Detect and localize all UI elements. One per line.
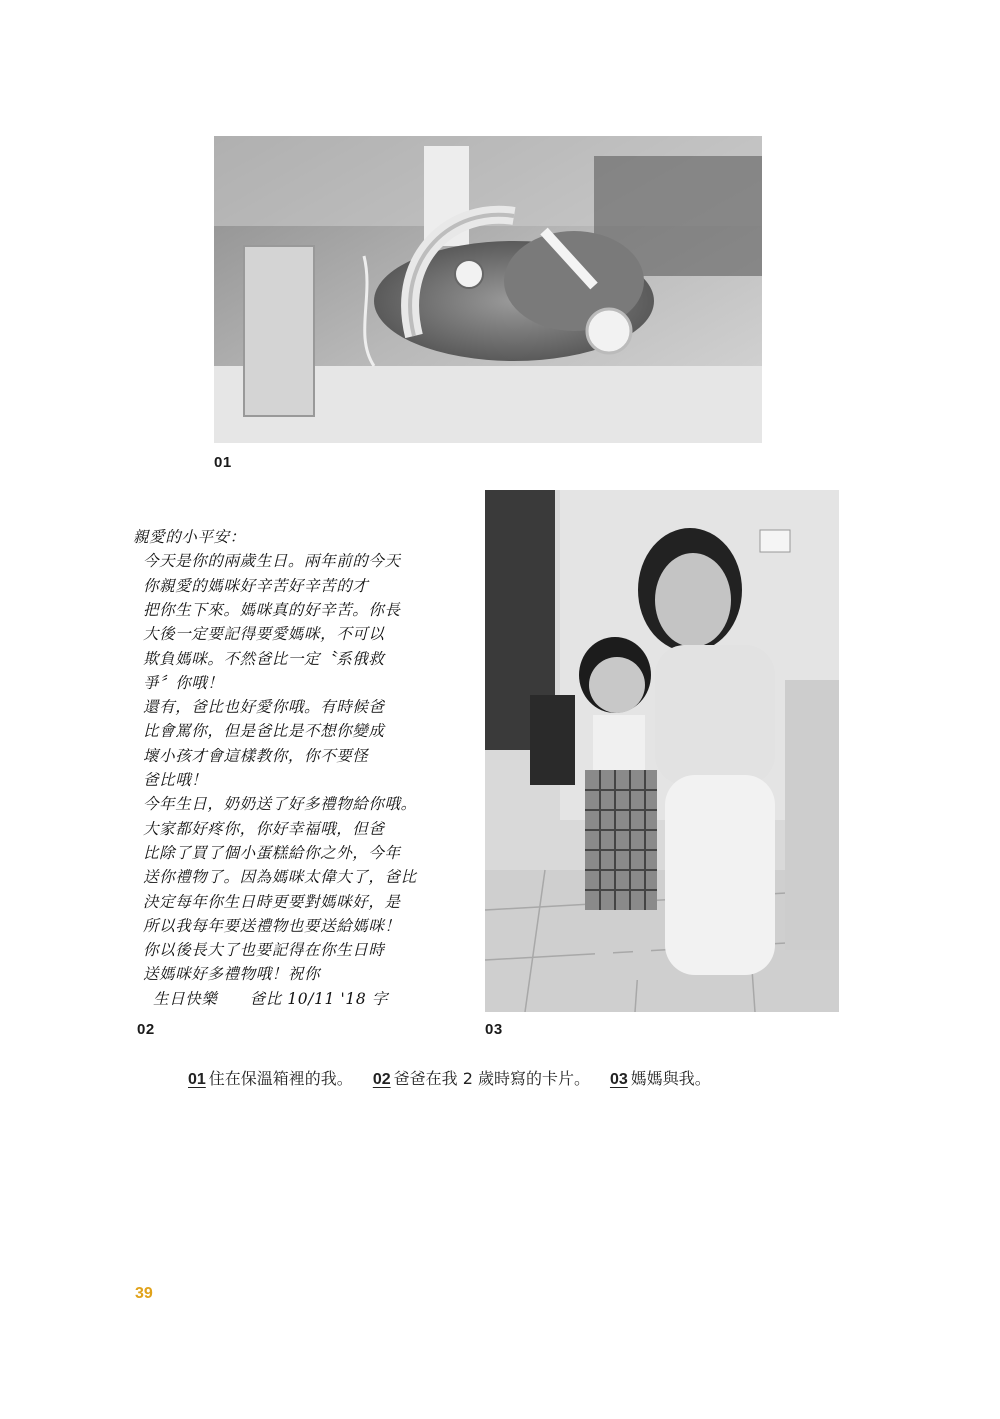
letter-line: 比會罵你，但是爸比是不想你變成 [143,722,385,741]
figure-number-03: 03 [485,1021,503,1038]
caption-03 [610,1066,711,1089]
incubator-baby-photo [214,136,762,443]
caption-number: 03 [609,1071,628,1088]
figure-captions [188,1066,828,1089]
caption-text: 爸爸在我 2 歲時寫的卡片。 [393,1069,590,1088]
figure-number-02: 02 [137,1021,155,1038]
letter-line: 生日快樂 爸比 10/11 '18 字 [153,989,388,1008]
letter-line: 今年生日，奶奶送了好多禮物給你哦。 [143,795,417,814]
letter-line: 壞小孩才會這樣教你，你不要怪 [143,746,369,765]
letter-line: 大家都好疼你，你好幸福哦，但爸 [143,819,385,838]
caption-01 [188,1066,353,1089]
figure-number-01: 01 [214,454,232,471]
letter-line: 送媽咪好多禮物哦！祝你 [143,965,321,984]
letter-line: 所以我每年要送禮物也要送給媽咪！ [143,916,401,935]
letter-line: 比除了買了個小蛋糕給你之外，今年 [143,843,401,862]
letter-line: 欺負媽咪。不然爸比一定〝系俄救 [143,649,385,668]
letter-line: 把你生下來。媽咪真的好辛苦。你長 [143,600,401,619]
caption-text: 住在保溫箱裡的我。 [208,1069,353,1088]
letter-line: 大後一定要記得要愛媽咪，不可以 [143,625,385,644]
caption-number: 02 [372,1071,391,1088]
caption-text: 媽媽與我。 [630,1069,711,1088]
page-number: 39 [135,1285,153,1302]
mother-and-child-photo [485,490,839,1012]
letter-line: 親愛的小平安： [133,528,246,546]
letter-line: 決定每年你生日時更要對媽咪好，是 [143,892,401,911]
letter-line: 爸比哦！ [143,771,208,789]
caption-number: 01 [188,1071,206,1088]
letter-line: 還有，爸比也好愛你哦。有時候爸 [143,698,385,717]
caption-02 [373,1066,590,1089]
letter-line: 你以後長大了也要記得在你生日時 [143,941,385,960]
letter-line: 送你禮物了。因為媽咪太偉大了，爸比 [143,868,417,887]
letter-line: 你親愛的媽咪好辛苦好辛苦的才 [143,576,369,595]
handwritten-card [133,525,443,1015]
letter-line: 爭〞你哦！ [143,673,224,692]
letter-line: 今天是你的兩歲生日。兩年前的今天 [143,552,401,571]
